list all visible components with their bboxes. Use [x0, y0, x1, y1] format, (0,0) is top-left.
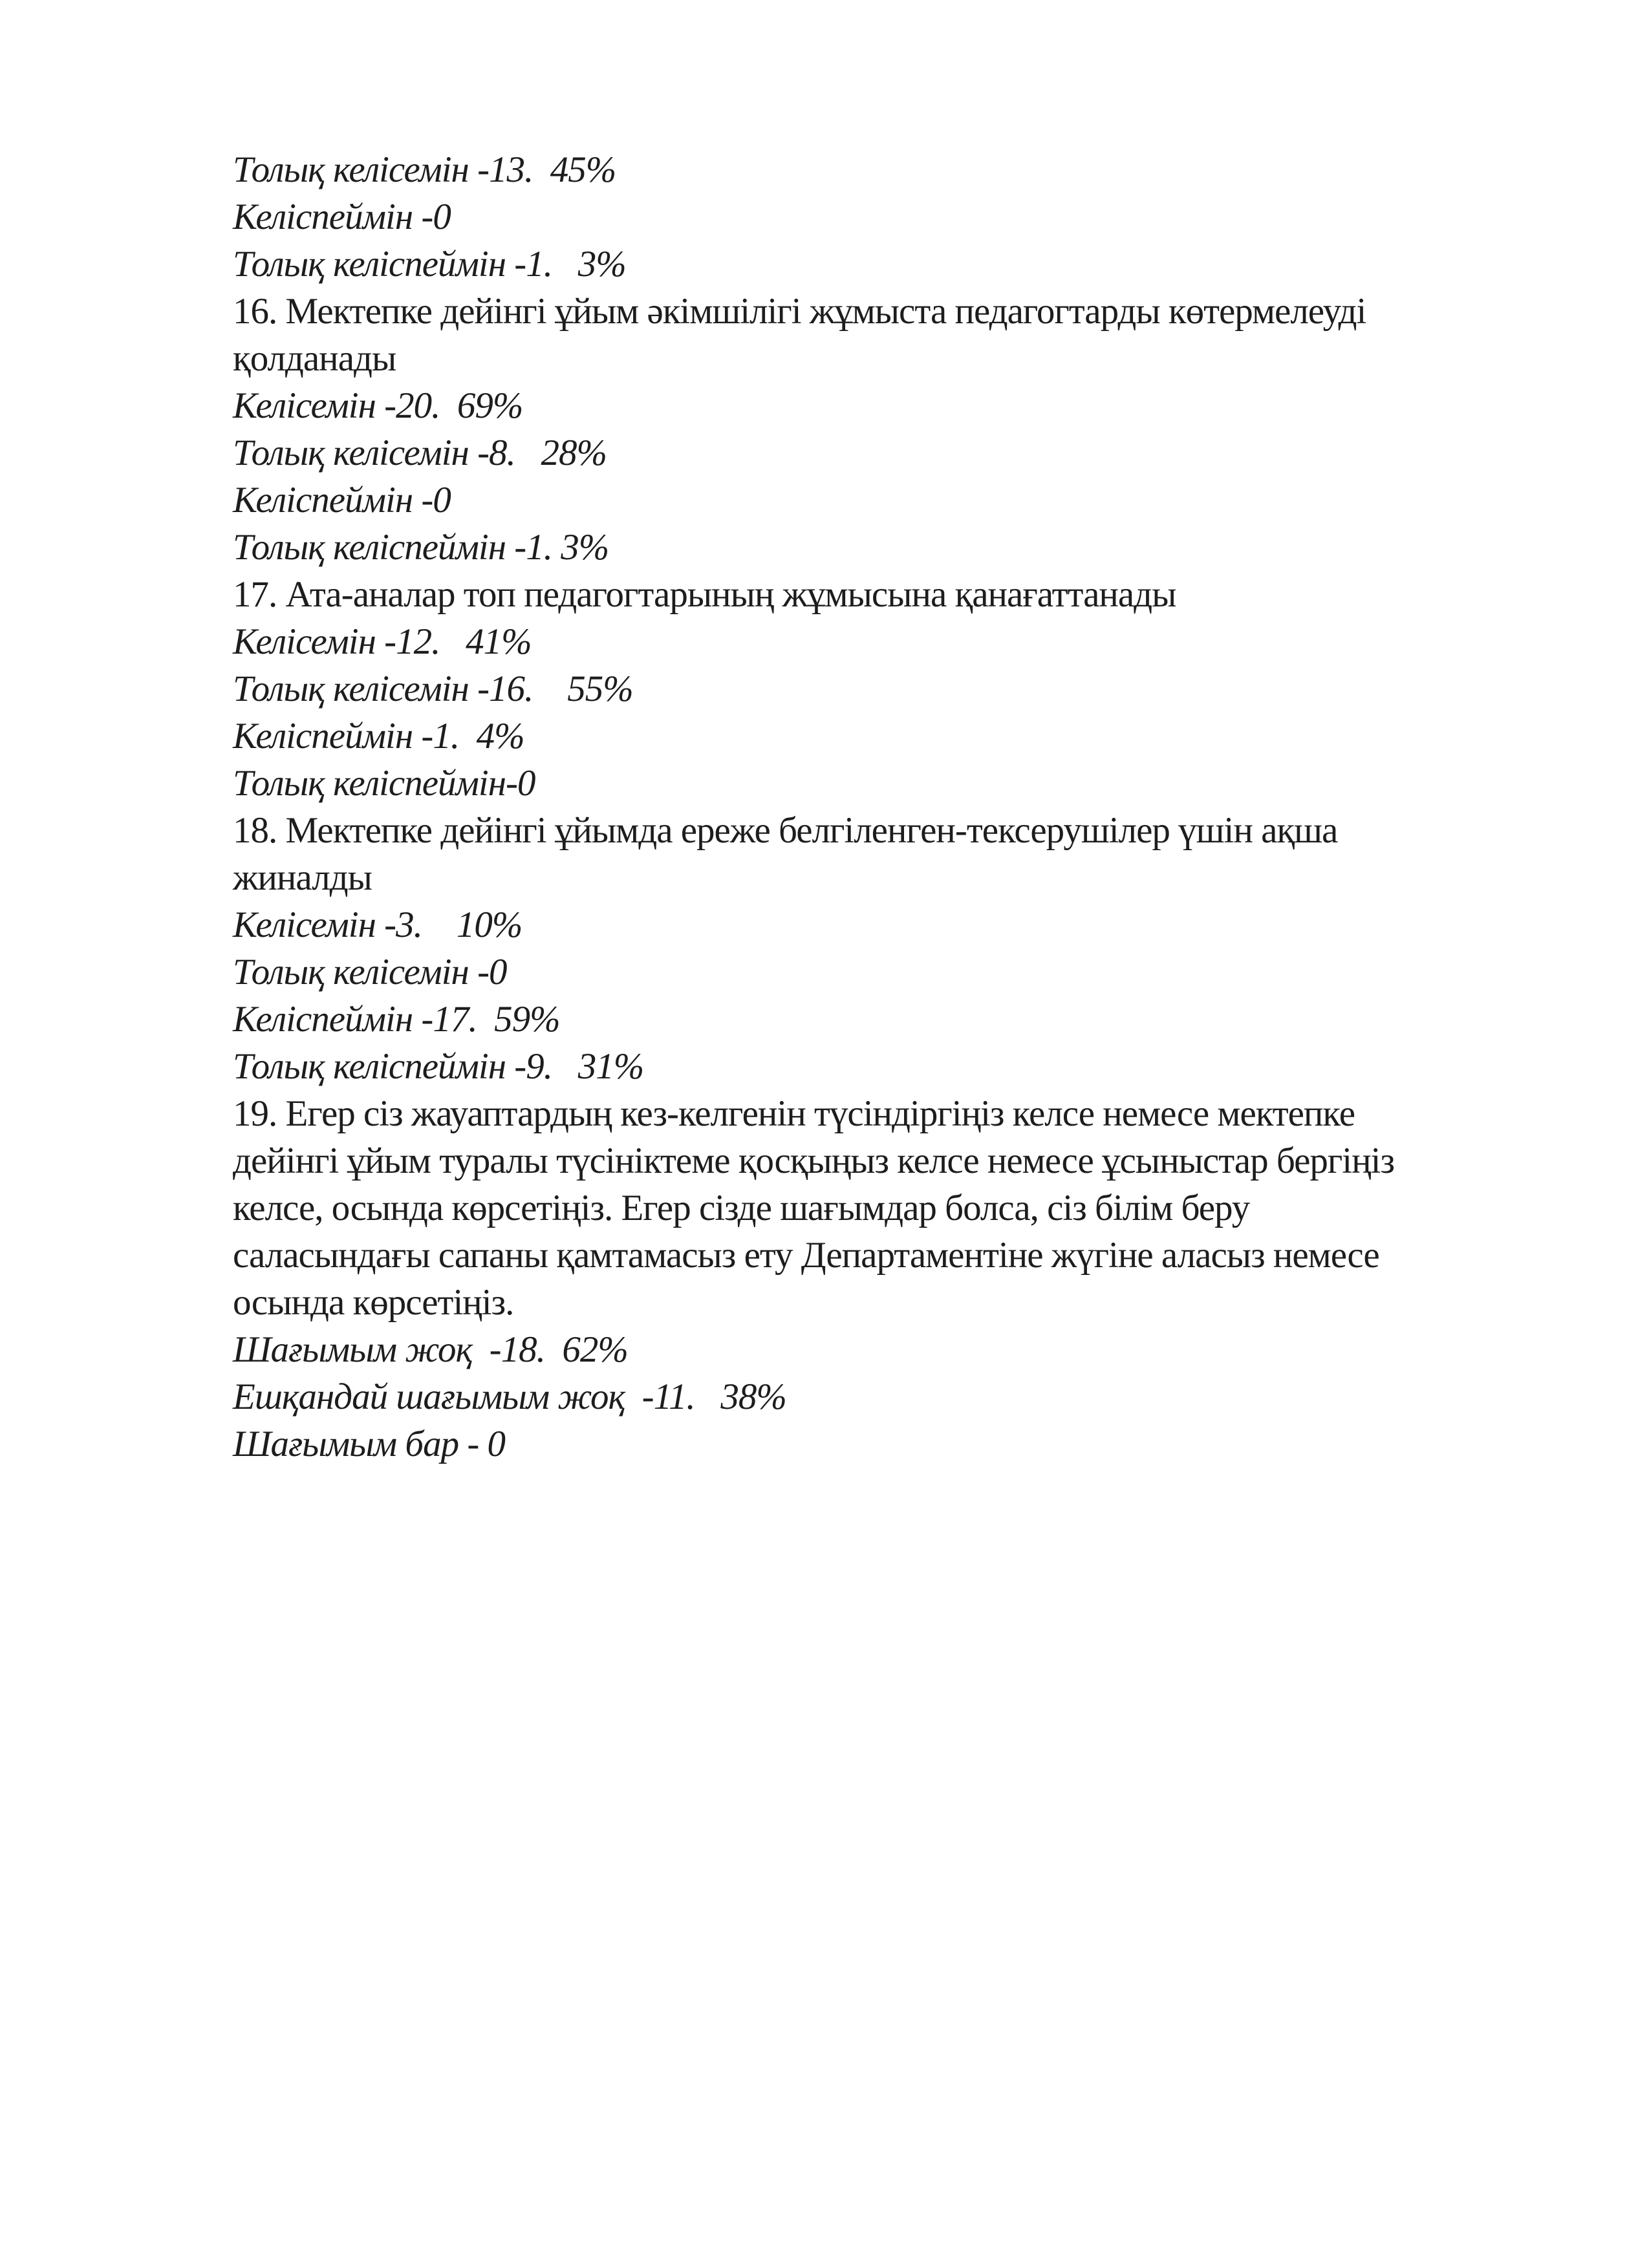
- document-line: Келісемін -20. 69%: [233, 385, 523, 426]
- document-line: Толық келіспеймін-0: [233, 763, 535, 804]
- document-line: Толық келісемін -13. 45%: [233, 149, 616, 190]
- document-line: саласындағы сапаны қамтамасыз ету Департаментіне жүгіне аласыз немесе: [233, 1235, 1379, 1276]
- document-line: Келіспеймін -0: [233, 197, 451, 237]
- document-line: Толық келісемін -0: [233, 952, 507, 992]
- document-line: 18. Мектепке дейінгі ұйымда ереже белгіленген-тексерушілер үшін ақша: [233, 810, 1338, 851]
- document-line: Шағымым бар - 0: [233, 1424, 506, 1464]
- document-line: Толық келіспеймін -1. 3%: [233, 244, 626, 284]
- document-line: келсе, осында көрсетіңіз. Егер сізде шағымдар болса, сіз білім беру: [233, 1188, 1250, 1228]
- document-line: Толық келіспеймін -1. 3%: [233, 527, 609, 568]
- document-line: Келісемін -12. 41%: [233, 621, 532, 662]
- document-line: 19. Егер сіз жауаптардың кез-келгенін түсіндіргіңіз келсе немесе мектепке: [233, 1093, 1355, 1134]
- document-line: Келіспеймін -1. 4%: [233, 716, 524, 756]
- document-line: Ешқандай шағымым жоқ -11. 38%: [233, 1376, 786, 1417]
- document-line: дейінгі ұйым туралы түсініктеме қосқыңыз келсе немесе ұсыныстар бергіңіз: [233, 1140, 1394, 1181]
- document-line: қолданады: [233, 338, 396, 379]
- document-line: Толық келісемін -8. 28%: [233, 433, 607, 473]
- document-line: Толық келісемін -16. 55%: [233, 669, 633, 709]
- document-line: осында көрсетіңіз.: [233, 1282, 514, 1323]
- document-line: Келісемін -3. 10%: [233, 904, 523, 945]
- document-line: Шағымым жоқ -18. 62%: [233, 1329, 628, 1370]
- document-line: жиналды: [233, 857, 372, 898]
- document-line: Келіспеймін -0: [233, 480, 451, 520]
- document-line: Толық келіспеймін -9. 31%: [233, 1046, 644, 1087]
- document-line: 17. Ата-аналар топ педагогтарының жұмысына қанағаттанады: [233, 574, 1176, 615]
- document-line: 16. Мектепке дейінгі ұйым әкімшілігі жұмыста педагогтарды көтермелеуді: [233, 291, 1366, 332]
- document-lines: [233, 146, 1487, 1468]
- document-line: Келіспеймін -17. 59%: [233, 999, 560, 1040]
